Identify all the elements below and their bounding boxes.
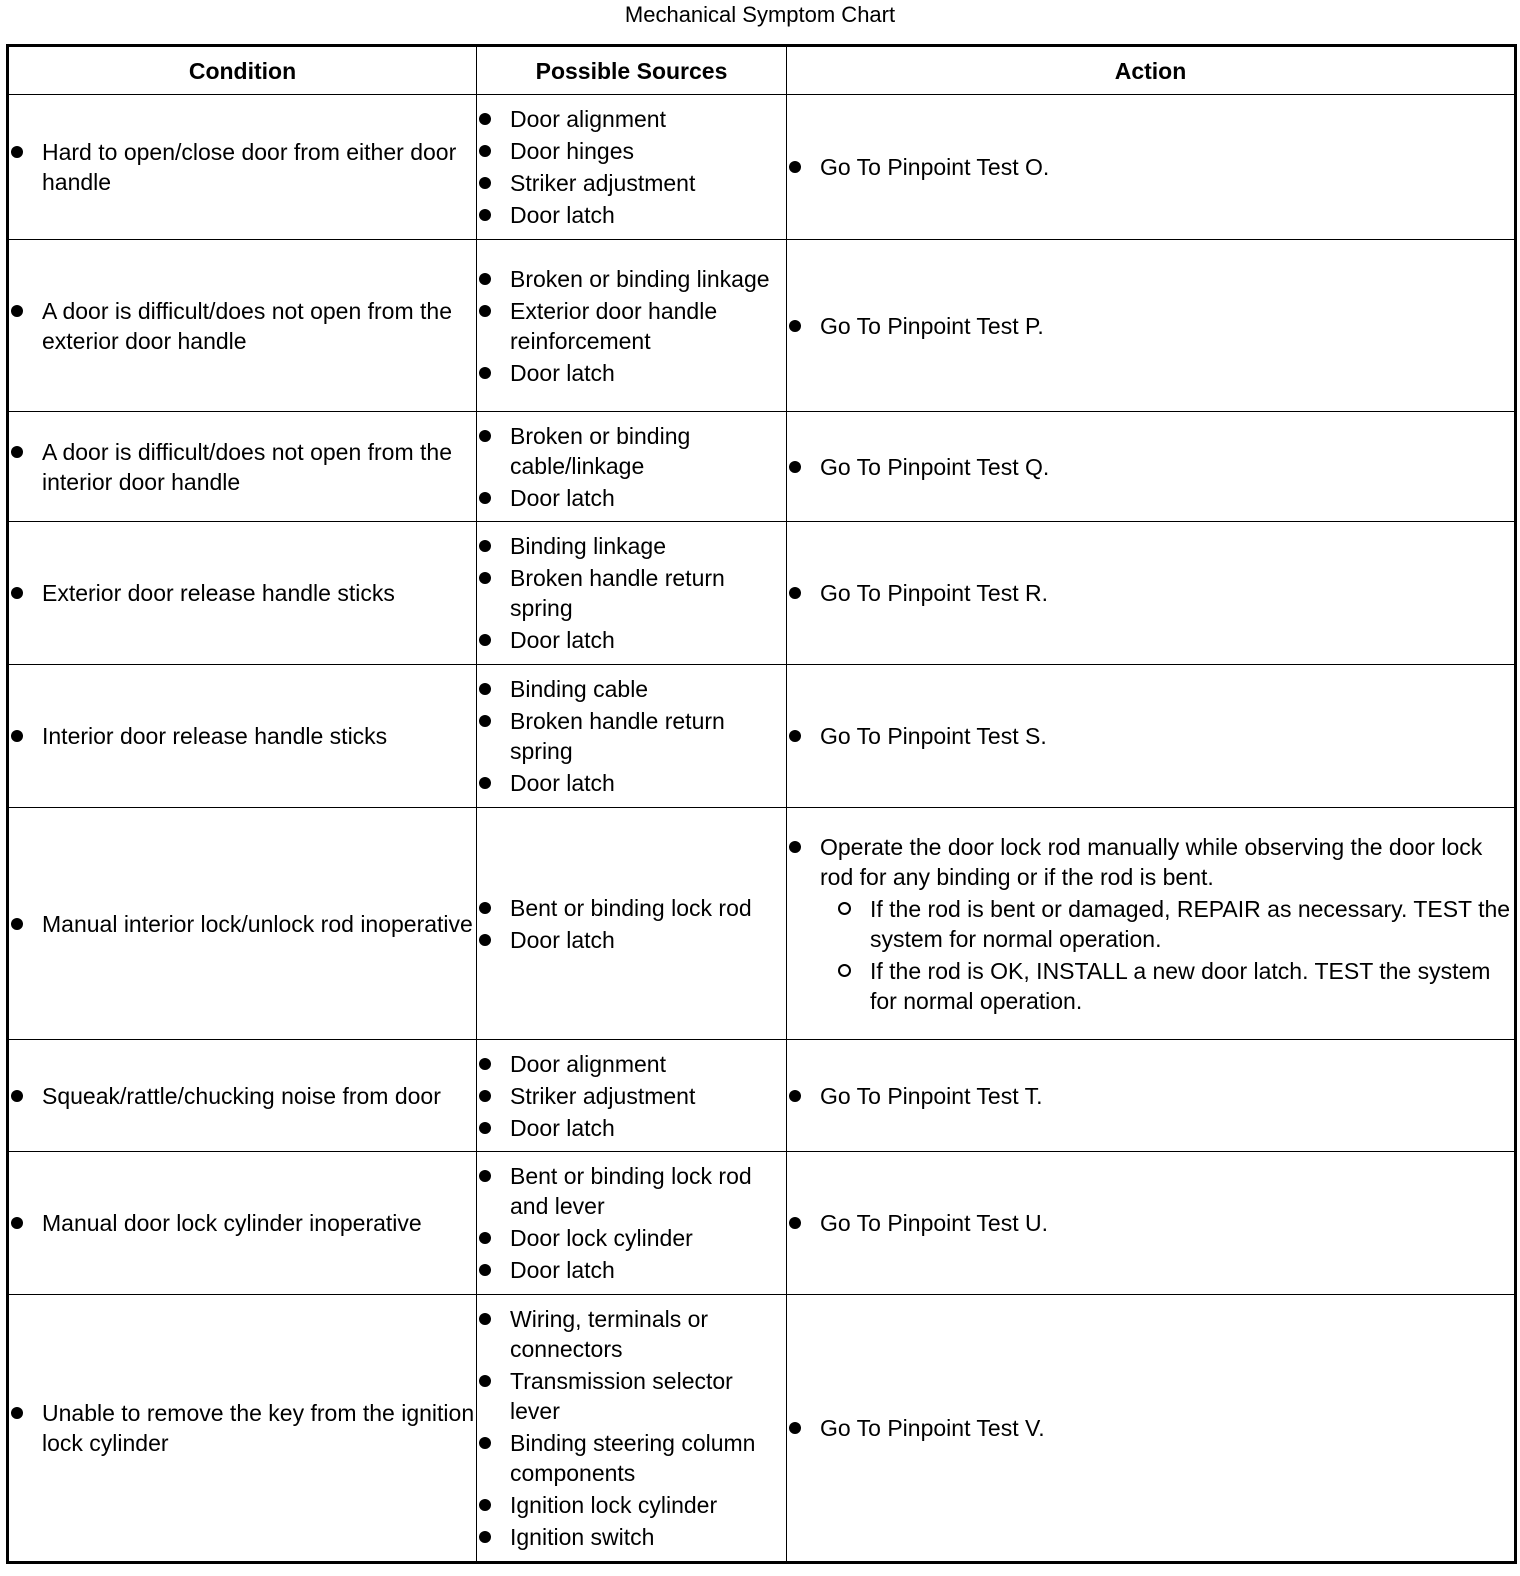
action-item <box>787 1081 1514 1111</box>
source-item: Door latch <box>477 1255 786 1285</box>
condition-cell <box>8 1152 477 1295</box>
action-item <box>787 832 1514 1016</box>
source-item: Ignition lock cylinder <box>477 1490 786 1520</box>
condition-text: Interior door release handle sticks <box>9 721 476 751</box>
condition-text: A door is difficult/does not open from the interior door handle <box>9 437 476 497</box>
condition-cell <box>8 95 477 240</box>
action-text: Go To Pinpoint Test P. <box>820 312 1044 339</box>
condition-text: Manual interior lock/unlock rod inoperative <box>9 909 476 939</box>
source-item: Striker adjustment <box>477 168 786 198</box>
possible-sources-cell <box>477 1040 787 1152</box>
source-item: Wiring, terminals or connectors <box>477 1304 786 1364</box>
action-sub-item: If the rod is OK, INSTALL a new door latch. TEST the system for normal operation. <box>820 956 1514 1016</box>
action-text: Go To Pinpoint Test U. <box>820 1210 1049 1236</box>
possible-sources-cell <box>477 240 787 412</box>
action-cell <box>787 412 1516 522</box>
header-action: Action <box>787 46 1516 95</box>
table-row <box>8 1152 1516 1295</box>
action-text: Go To Pinpoint Test V. <box>820 1415 1045 1441</box>
condition-cell <box>8 1295 477 1563</box>
source-item: Bent or binding lock rod <box>477 893 786 923</box>
action-sub-item: If the rod is bent or damaged, REPAIR as necessary. TEST the system for normal operation. <box>820 894 1514 954</box>
source-item: Exterior door handle reinforcement <box>477 296 786 356</box>
source-item: Binding steering column components <box>477 1428 786 1488</box>
source-item: Door latch <box>477 1113 786 1143</box>
action-item <box>787 721 1514 751</box>
action-cell <box>787 665 1516 808</box>
condition-cell <box>8 240 477 412</box>
action-text: Go To Pinpoint Test R. <box>820 580 1049 606</box>
table-row <box>8 95 1516 240</box>
source-item: Transmission selector lever <box>477 1366 786 1426</box>
possible-sources-cell <box>477 1152 787 1295</box>
source-item: Door latch <box>477 625 786 655</box>
condition-cell <box>8 412 477 522</box>
action-item <box>787 1413 1514 1443</box>
condition-text: Exterior door release handle sticks <box>9 578 476 608</box>
action-text: Operate the door lock rod manually while observing the door lock rod for any binding or if the rod is bent. <box>820 833 1483 890</box>
table-row <box>8 665 1516 808</box>
action-cell <box>787 1040 1516 1152</box>
condition-text: Squeak/rattle/chucking noise from door <box>9 1081 476 1111</box>
action-cell <box>787 1152 1516 1295</box>
source-item: Bent or binding lock rod and lever <box>477 1161 786 1221</box>
page-title: Mechanical Symptom Chart <box>624 2 896 27</box>
header-row <box>8 46 1516 95</box>
table-row <box>8 1040 1516 1152</box>
condition-text: Manual door lock cylinder inoperative <box>9 1208 476 1238</box>
action-item <box>787 452 1514 482</box>
source-item: Binding linkage <box>477 531 786 561</box>
possible-sources-cell <box>477 1295 787 1563</box>
possible-sources-cell <box>477 808 787 1040</box>
source-item: Striker adjustment <box>477 1081 786 1111</box>
symptom-table <box>6 44 1517 1564</box>
table-row <box>8 412 1516 522</box>
condition-text: Hard to open/close door from either door handle <box>9 137 476 197</box>
action-item <box>787 1208 1514 1238</box>
source-item: Door latch <box>477 483 786 513</box>
source-item: Door latch <box>477 768 786 798</box>
possible-sources-cell <box>477 665 787 808</box>
source-item: Broken or binding linkage <box>477 264 786 294</box>
table-row <box>8 240 1516 412</box>
action-text: Go To Pinpoint Test O. <box>820 154 1050 180</box>
condition-text: Unable to remove the key from the ignition lock cylinder <box>9 1398 476 1458</box>
source-item: Door alignment <box>477 104 786 134</box>
condition-cell <box>8 665 477 808</box>
source-item: Broken or binding cable/linkage <box>477 421 786 481</box>
action-item <box>787 311 1514 341</box>
source-item: Broken handle return spring <box>477 706 786 766</box>
header-possible-sources: Possible Sources <box>477 46 787 95</box>
action-cell <box>787 522 1516 665</box>
source-item: Ignition switch <box>477 1522 786 1552</box>
header-condition: Condition <box>8 46 477 95</box>
action-cell <box>787 808 1516 1040</box>
action-cell <box>787 95 1516 240</box>
action-text: Go To Pinpoint Test Q. <box>820 453 1050 480</box>
possible-sources-cell <box>477 412 787 522</box>
action-cell <box>787 240 1516 412</box>
action-cell <box>787 1295 1516 1563</box>
condition-cell <box>8 522 477 665</box>
source-item: Door lock cylinder <box>477 1223 786 1253</box>
possible-sources-cell <box>477 95 787 240</box>
source-item: Door latch <box>477 358 786 388</box>
action-item <box>787 578 1514 608</box>
condition-text: A door is difficult/does not open from the exterior door handle <box>9 296 476 356</box>
condition-cell <box>8 1040 477 1152</box>
condition-cell <box>8 808 477 1040</box>
source-item: Broken handle return spring <box>477 563 786 623</box>
action-item <box>787 152 1514 182</box>
source-item: Binding cable <box>477 674 786 704</box>
table-row <box>8 1295 1516 1563</box>
source-item: Door latch <box>477 200 786 230</box>
possible-sources-cell <box>477 522 787 665</box>
source-item: Door latch <box>477 925 786 955</box>
action-text: Go To Pinpoint Test T. <box>820 1082 1043 1109</box>
action-text: Go To Pinpoint Test S. <box>820 723 1047 749</box>
source-item: Door hinges <box>477 136 786 166</box>
source-item: Door alignment <box>477 1049 786 1079</box>
table-row <box>8 522 1516 665</box>
table-row <box>8 808 1516 1040</box>
